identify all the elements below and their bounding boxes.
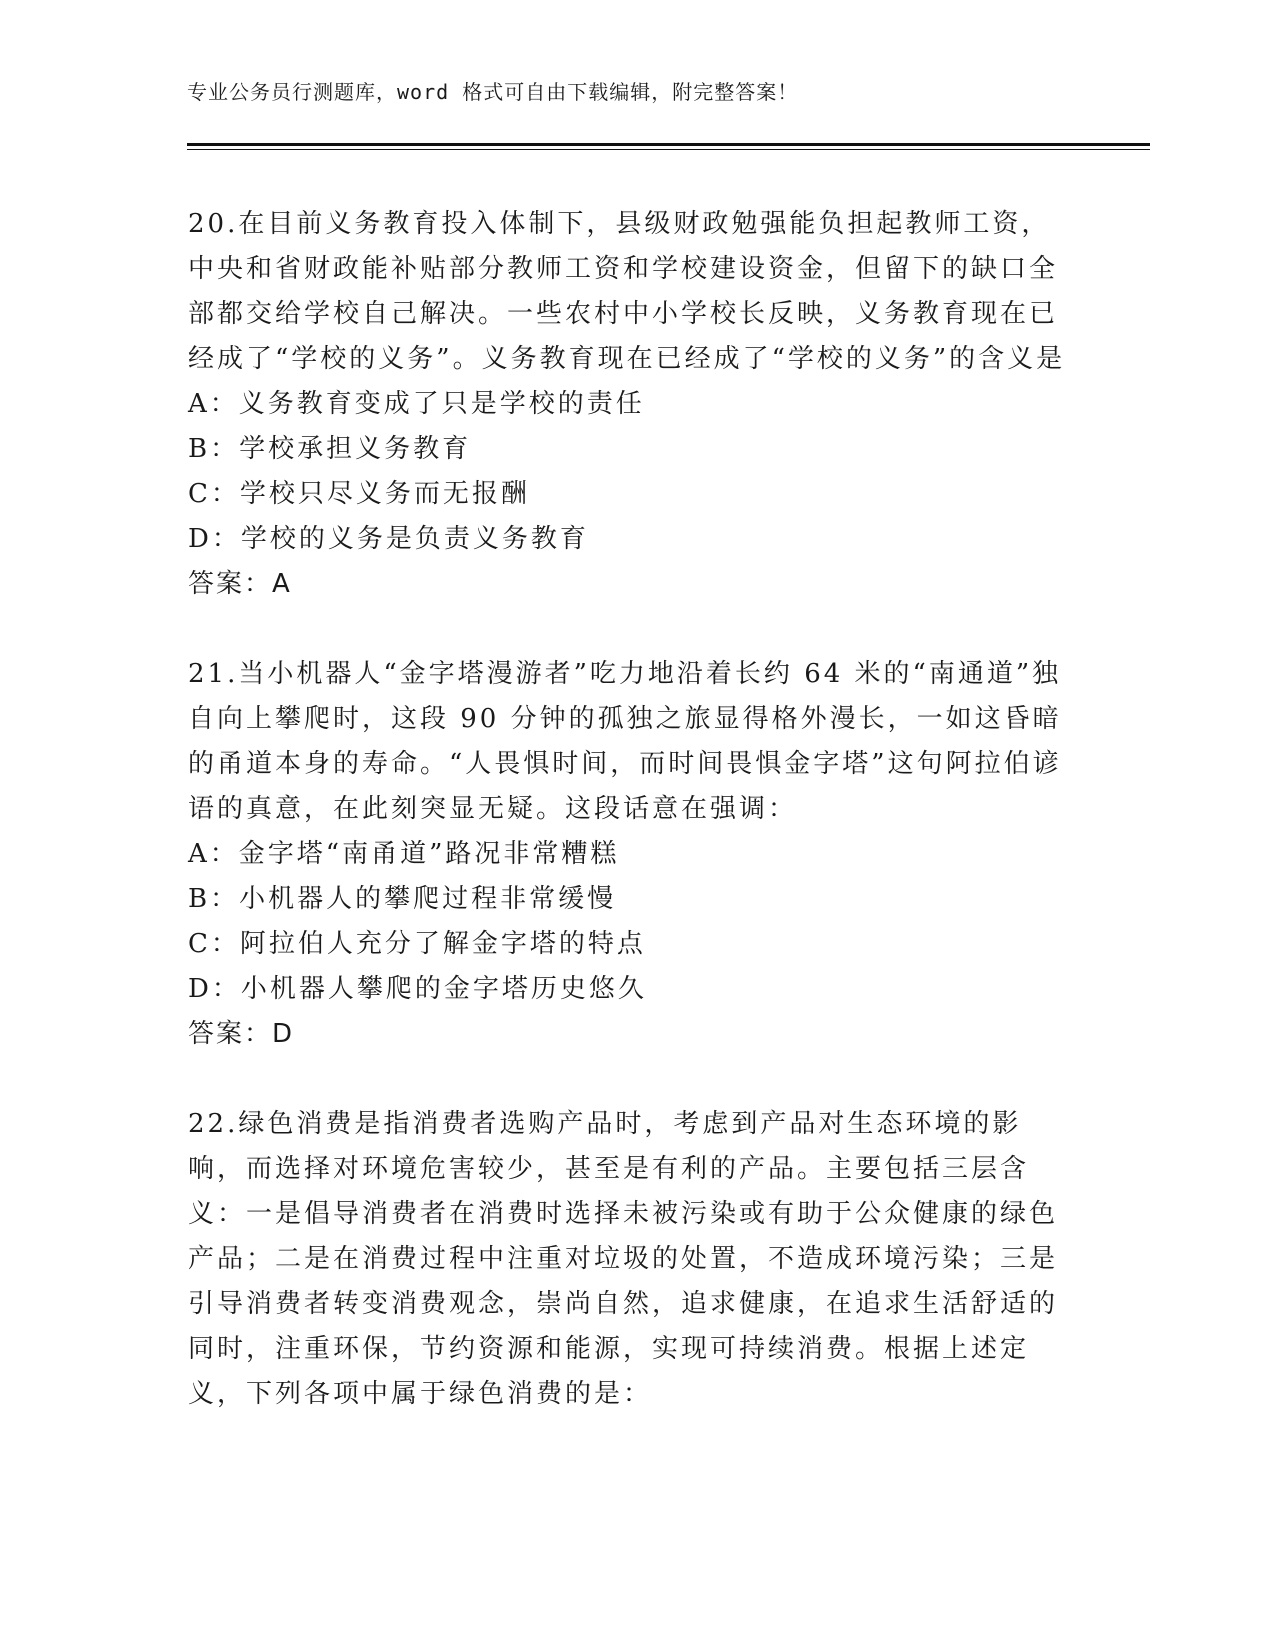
question-stem: 20.在目前义务教育投入体制下，县级财政勉强能负担起教师工资，中央和省财政能补贴部分教师工资和学校建设资金，但留下的缺口全部都交给学校自己解决。一些农村中小学校长反映，义务教育现在已经成了“学校的义务”。义务教育现在已经成了“学校的义务”的含义是 [188,209,1066,374]
answer: 答案：A [188,569,292,599]
question-stem: 22.绿色消费是指消费者选购产品时，考虑到产品对生态环境的影响，而选择对环境危害较少，甚至是有利的产品。主要包括三层含义：一是倡导消费者在消费时选择未被污染或有助于公众健康的绿色产品；二是在消费过程中注重对垃圾的处置，不造成环境污染；三是引导消费者转变消费观念，崇尚自然，追求健康，在追求生活舒适的同时，注重环保，节约资源和能源，实现可持续消费。根据上述定义，下列各项中属于绿色消费的是： [188,1109,1059,1409]
option-d: D：学校的义务是负责义务教育 [188,524,589,554]
option-a: A：义务教育变成了只是学校的责任 [188,389,645,419]
option-c: C：阿拉伯人充分了解金字塔的特点 [188,929,646,959]
option-d: D：小机器人攀爬的金字塔历史悠久 [188,974,647,1004]
page-header: 专业公务员行测题库，word 格式可自由下载编辑，附完整答案！ [187,80,799,104]
question-list [188,202,1068,1462]
answer: 答案：D [188,1019,295,1049]
question-stem: 21.当小机器人“金字塔漫游者”吃力地沿着长约 64 米的“南通道”独自向上攀爬时，这段 90 分钟的孤独之旅显得格外漫长，一如这昏暗的甬道本身的寿命。“人畏惧时间，而时间畏惧金字塔”这句阿拉伯谚语的真意，在此刻突显无疑。这段话意在强调： [188,659,1062,824]
question-20 [188,202,1068,607]
option-b: B：学校承担义务教育 [188,434,472,464]
option-a: A：金字塔“南甬道”路况非常糟糕 [188,839,620,869]
option-c: C：学校只尽义务而无报酬 [188,479,530,509]
option-b: B：小机器人的攀爬过程非常缓慢 [188,884,617,914]
header-rule-thick [187,143,1150,146]
header-rule-thin [187,149,1150,150]
question-22 [188,1102,1068,1417]
question-21 [188,652,1068,1057]
